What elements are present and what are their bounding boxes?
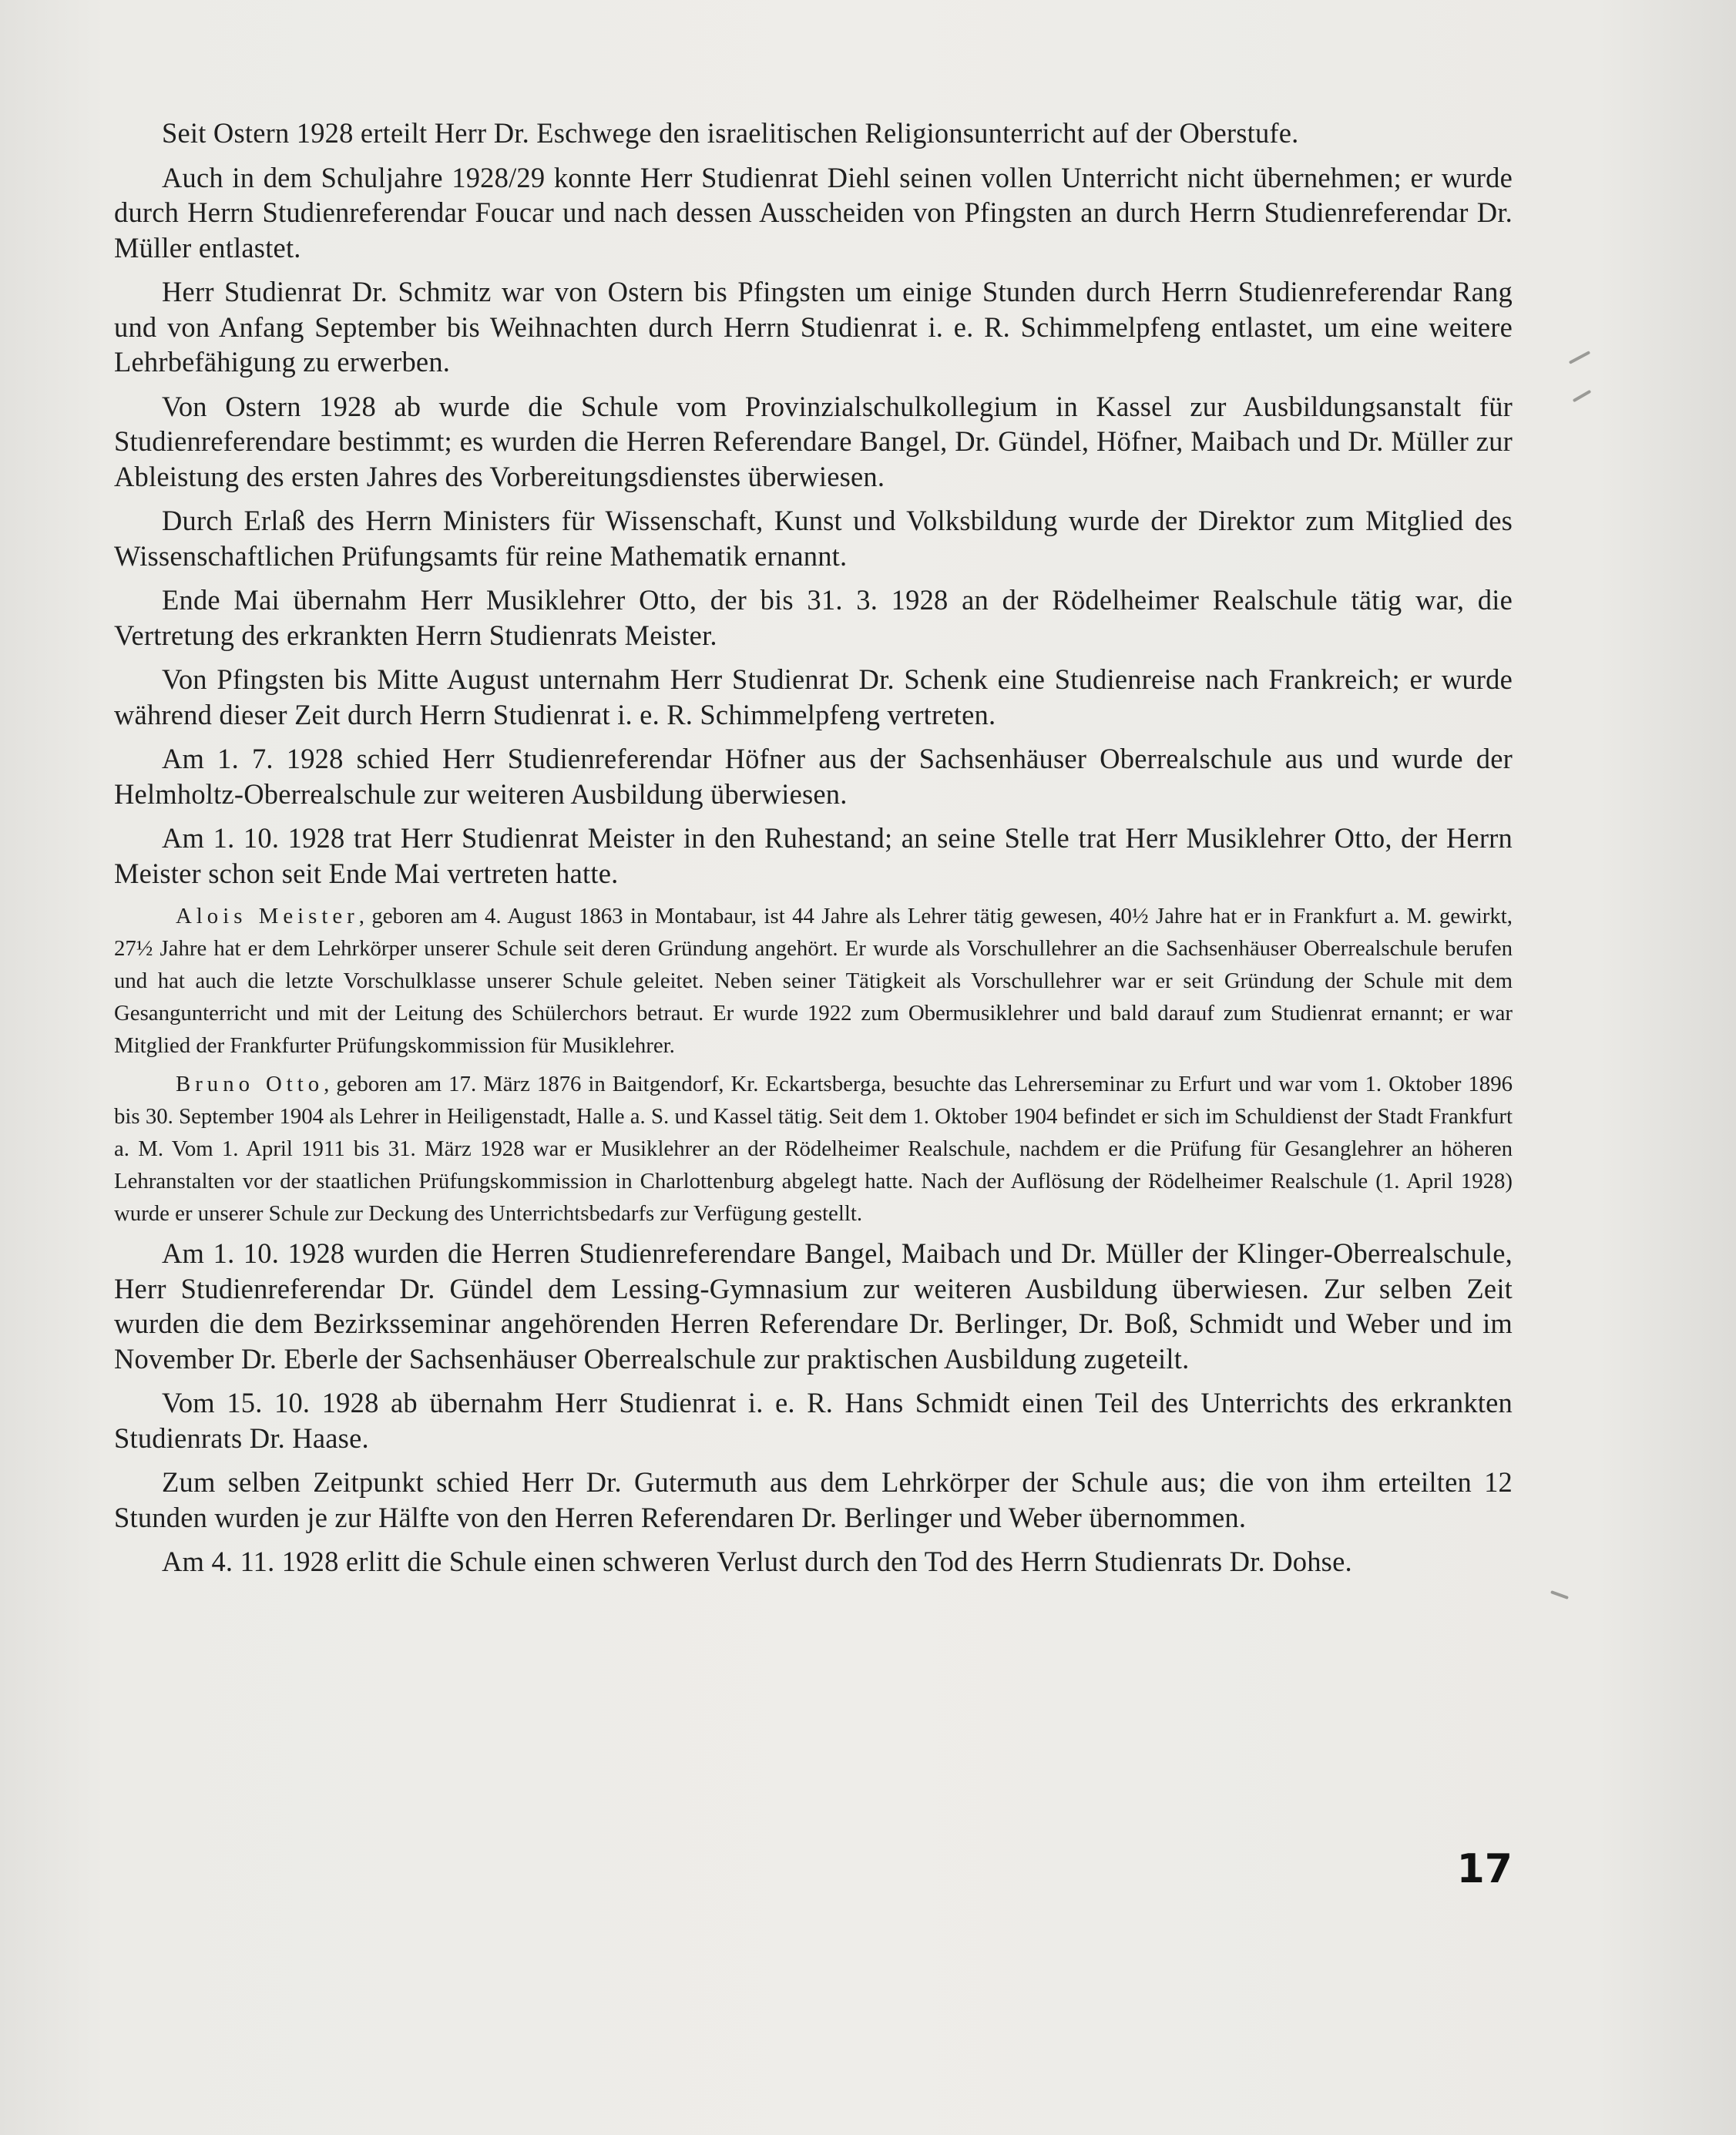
note-text: , geboren am 17. März 1876 in Baitgendorf, Kr. Eckartsberga, besuchte das Lehrerseminar zu Erfurt und war vom 1. Oktober 1896 bis 30. September 1904 als Lehrer in Heiligenstadt, Halle a. S. und Kassel tätig. Seit dem 1. Oktober 1904 befindet er sich im Schuldienst der Stadt Frankfurt a. M. Vom 1. April 1911 bis 31. März 1928 war er Musiklehrer an der Rödelheimer Realschule, nachdem er die Prüfung für Gesanglehrer an höheren Lehranstalten vor der staatlichen Prüfungskommission in Charlottenburg abgelegt hatte. Nach der Auflösung der Rödelheimer Realschule (1. April 1928) wurde er unserer Schule zur Deckung des Unterrichtsbedarfs zur Verfügung gestellt. <box>114 1072 1513 1226</box>
paragraph: Auch in dem Schuljahre 1928/29 konnte Herr Studienrat Diehl seinen vollen Unterricht nicht übernehmen; er wurde durch Herrn Studienreferendar Foucar und nach dessen Ausscheiden von Pfingsten an durch Herrn Studienreferendar Dr. Müller entlastet. <box>114 161 1513 264</box>
paragraph: Durch Erlaß des Herrn Ministers für Wissenschaft, Kunst und Volksbildung wurde der Direktor zum Mitglied des Wissenschaftlichen Prüfungsamts für reine Mathematik ernannt. <box>114 505 1513 572</box>
note-person-name: Bruno Otto <box>176 1072 324 1096</box>
paragraph: Zum selben Zeitpunkt schied Herr Dr. Gutermuth aus dem Lehrkörper der Schule aus; die von ihm erteilten 12 Stunden wurden je zur Hälfte von den Herren Referendaren Dr. Berlinger und Weber übernommen. <box>114 1466 1513 1533</box>
scan-mark <box>1569 351 1590 364</box>
paragraph: Herr Studienrat Dr. Schmitz war von Ostern bis Pfingsten um einige Stunden durch Herrn Studienreferendar Rang und von Anfang September bis Weihnachten durch Herrn Studienrat i. e. R. Schimmelpfeng entlastet, um eine weitere Lehrbefähigung zu erwerben. <box>114 276 1513 378</box>
paragraph: Am 4. 11. 1928 erlitt die Schule einen schweren Verlust durch den Tod des Herrn Studienrats Dr. Dohse. <box>162 1546 1352 1577</box>
scan-mark <box>1550 1590 1569 1600</box>
scan-mark <box>1573 390 1592 402</box>
paragraph: Am 1. 10. 1928 trat Herr Studienrat Meister in den Ruhestand; an seine Stelle trat Herr Musiklehrer Otto, der Herrn Meister schon seit Ende Mai vertreten hatte. <box>114 822 1513 889</box>
note-person-name: Alois Meister <box>176 904 359 928</box>
biography-note-meister <box>114 900 1513 1062</box>
paragraph: Vom 15. 10. 1928 ab übernahm Herr Studienrat i. e. R. Hans Schmidt einen Teil des Unterrichts des erkrankten Studienrats Dr. Haase. <box>114 1387 1513 1454</box>
text-column <box>114 116 1513 1589</box>
paragraph: Ende Mai übernahm Herr Musiklehrer Otto, der bis 31. 3. 1928 an der Rödelheimer Realschule tätig war, die Vertretung des erkrankten Herrn Studienrats Meister. <box>114 584 1513 651</box>
paragraph: Von Ostern 1928 ab wurde die Schule vom Provinzialschulkollegium in Kassel zur Ausbildungsanstalt für Studienreferendare bestimmt; es wurden die Herren Referendare Bangel, Dr. Gündel, Höfner, Maibach und Dr. Müller zur Ableistung des ersten Jahres des Vorbereitungsdienstes überwiesen. <box>114 390 1513 492</box>
paragraph: Am 1. 10. 1928 wurden die Herren Studienreferendare Bangel, Maibach und Dr. Müller der Klinger-Oberrealschule, Herr Studienreferendar Dr. Gündel dem Lessing-Gymnasium zur weiteren Ausbildung überwiesen. Zur selben Zeit wurden die dem Bezirksseminar angehörenden Herren Referendare Dr. Berlinger, Dr. Boß, Schmidt und Weber und im November Dr. Eberle der Sachsenhäuser Oberrealschule zur praktischen Ausbildung zugeteilt. <box>114 1237 1513 1375</box>
page-number: 17 <box>1456 1846 1513 1892</box>
biography-note-otto <box>114 1068 1513 1230</box>
paragraph: Seit Ostern 1928 erteilt Herr Dr. Eschwege den israelitischen Religionsunterricht auf der Oberstufe. <box>162 117 1299 149</box>
paragraph: Am 1. 7. 1928 schied Herr Studienreferendar Höfner aus der Sachsenhäuser Oberrealschule aus und wurde der Helmholtz-Oberrealschule zur weiteren Ausbildung überwiesen. <box>114 743 1513 810</box>
paragraph: Von Pfingsten bis Mitte August unternahm Herr Studienrat Dr. Schenk eine Studienreise nach Frankreich; er wurde während dieser Zeit durch Herrn Studienrat i. e. R. Schimmelpfeng vertreten. <box>114 663 1513 730</box>
note-text: , geboren am 4. August 1863 in Montabaur, ist 44 Jahre als Lehrer tätig gewesen, 40½ Jahre hat er in Frankfurt a. M. gewirkt, 27½ Jahre hat er dem Lehrkörper unserer Schule seit deren Gründung angehört. Er wurde als Vorschullehrer an die Sachsenhäuser Oberrealschule berufen und hat auch die letzte Vorschulklasse unserer Schule geleitet. Neben seiner Tätigkeit als Vorschullehrer war er seit Gründung der Schule mit dem Gesangunterricht und mit der Leitung des Schülerchors betraut. Er wurde 1922 zum Obermusiklehrer und bald darauf zum Studienrat ernannt; er war Mitglied der Frankfurter Prüfungskommission für Musiklehrer. <box>114 904 1513 1058</box>
